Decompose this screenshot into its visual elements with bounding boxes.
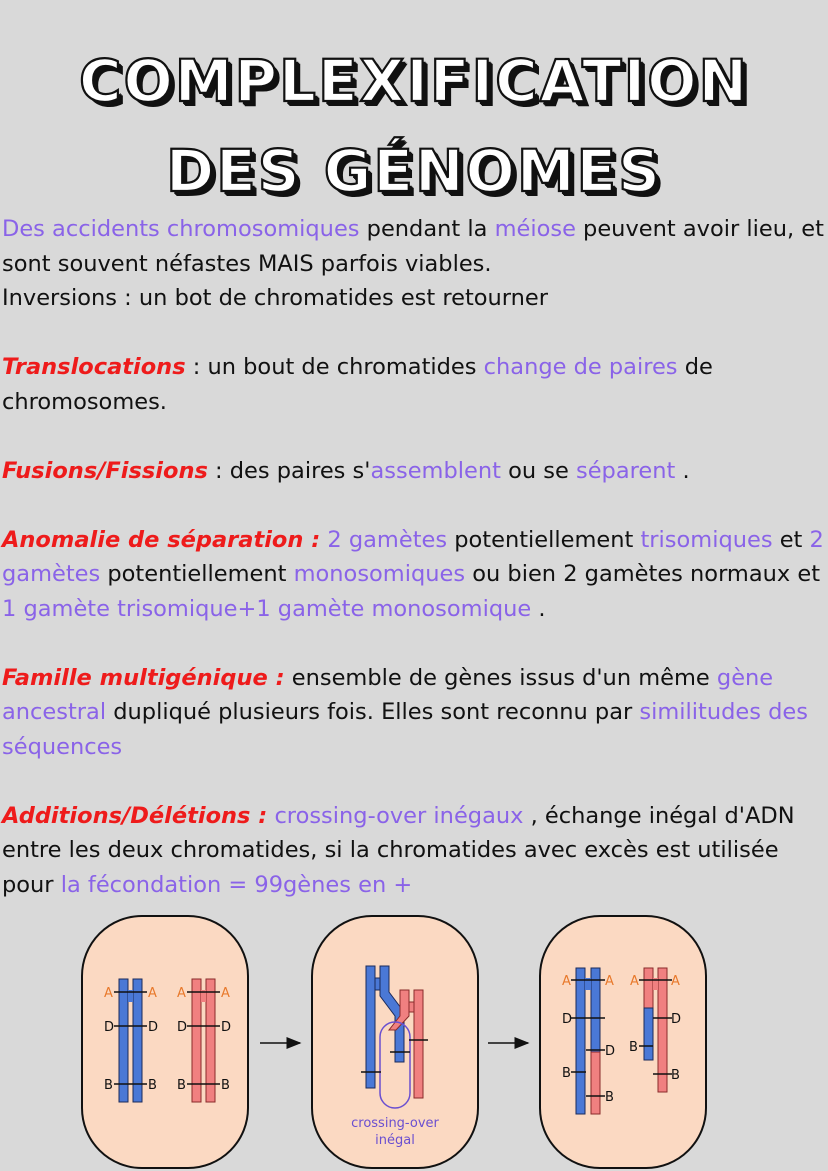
translocations-paragraph [2, 350, 828, 419]
gene-label-d: D [177, 1020, 188, 1035]
text: potentiellement [447, 526, 641, 553]
highlight-term: 2 gamètes [2, 526, 824, 587]
gene-label-b: B [671, 1068, 680, 1083]
text: potentiellement [100, 561, 294, 587]
highlight-term: séparent [575, 457, 676, 484]
gene-label-d: D [605, 1044, 616, 1059]
gene-label-b: B [104, 1078, 113, 1093]
text: : un bout de chromatides [185, 354, 484, 380]
gene-label-b: B [177, 1078, 186, 1093]
text: de chromosomes. [2, 354, 713, 415]
text: ou se [500, 457, 576, 484]
highlight-term: la fécondation = 99gènes en + [60, 871, 413, 898]
gene-label-a: A [605, 974, 614, 989]
anomalie-paragraph [2, 523, 828, 627]
definition-term: Additions/Délétions : [2, 802, 268, 829]
panel-after [540, 916, 706, 1168]
text: ensemble de gènes issus d'un même [284, 664, 717, 691]
inversions-text: Inversions : un bot de chromatides est retourner [2, 285, 549, 311]
gene-label-d: D [104, 1020, 115, 1035]
page-title-line-2: DES GÉNOMES [166, 137, 662, 205]
text: dupliqué plusieurs fois. Elles sont reconnu par [106, 699, 640, 725]
definition-term: Famille multigénique : [2, 664, 285, 691]
gene-label-a: A [630, 974, 639, 989]
text: peuvent avoir lieu, et sont souvent néfastes MAIS parfois viables. [2, 216, 824, 277]
text: . [675, 457, 690, 484]
text: et [772, 526, 810, 553]
fusions-paragraph [2, 454, 828, 489]
panel-before [82, 916, 248, 1168]
gene-label-a: A [177, 986, 186, 1001]
text: ou bien 2 gamètes normaux et [465, 561, 821, 587]
text: , échange inégal d'ADN entre les deux chromatides, si la chromatides avec excès est utilisée pour [2, 802, 795, 898]
definition-term: Translocations [2, 354, 186, 380]
highlight-term: gène ancestral [2, 664, 774, 725]
gene-label-d: D [671, 1012, 682, 1027]
text: pendant la [359, 216, 495, 242]
gene-label-b: B [148, 1078, 157, 1093]
panel-crossing-over [312, 916, 478, 1168]
gene-label-b: B [605, 1090, 614, 1105]
gene-label-b: B [629, 1040, 638, 1055]
text: : des paires s' [207, 457, 371, 484]
highlight-term: trisomiques [640, 526, 773, 553]
highlight-term: Des accidents chromosomiques [2, 216, 360, 242]
gene-label-a: A [671, 974, 680, 989]
definition-term: Fusions/Fissions [2, 457, 208, 484]
gene-label-a: A [104, 986, 113, 1001]
highlight-term: 1 gamète trisomique+1 gamète monosomique [2, 595, 532, 622]
highlight-term: méiose [494, 216, 576, 242]
highlight-term: change de paires [483, 354, 678, 380]
crossing-over-diagram [0, 912, 828, 1171]
highlight-term: 2 gamètes [327, 526, 448, 553]
gene-label-b: B [562, 1066, 571, 1081]
gene-label-a: A [221, 986, 230, 1001]
highlight-term: monosomiques [293, 561, 466, 587]
highlight-term: crossing-over inégaux [274, 802, 524, 829]
intro-paragraph [2, 212, 828, 316]
additions-paragraph [2, 799, 828, 903]
diagram-caption: crossing-over [351, 1116, 439, 1131]
gene-label-d: D [221, 1020, 232, 1035]
gene-label-d: D [562, 1012, 573, 1027]
gene-label-d: D [148, 1020, 159, 1035]
highlight-term: assemblent [370, 457, 501, 484]
notes-body [2, 212, 828, 902]
gene-label-a: A [148, 986, 157, 1001]
definition-term: Anomalie de séparation : [2, 526, 321, 553]
highlight-term: similitudes des séquences [2, 699, 808, 760]
text: . [531, 595, 546, 622]
gene-label-a: A [562, 974, 571, 989]
gene-label-b: B [221, 1078, 230, 1093]
famille-paragraph [2, 661, 828, 765]
page-title-line-1: COMPLEXIFICATION [78, 47, 750, 115]
diagram-caption: inégal [375, 1133, 415, 1148]
